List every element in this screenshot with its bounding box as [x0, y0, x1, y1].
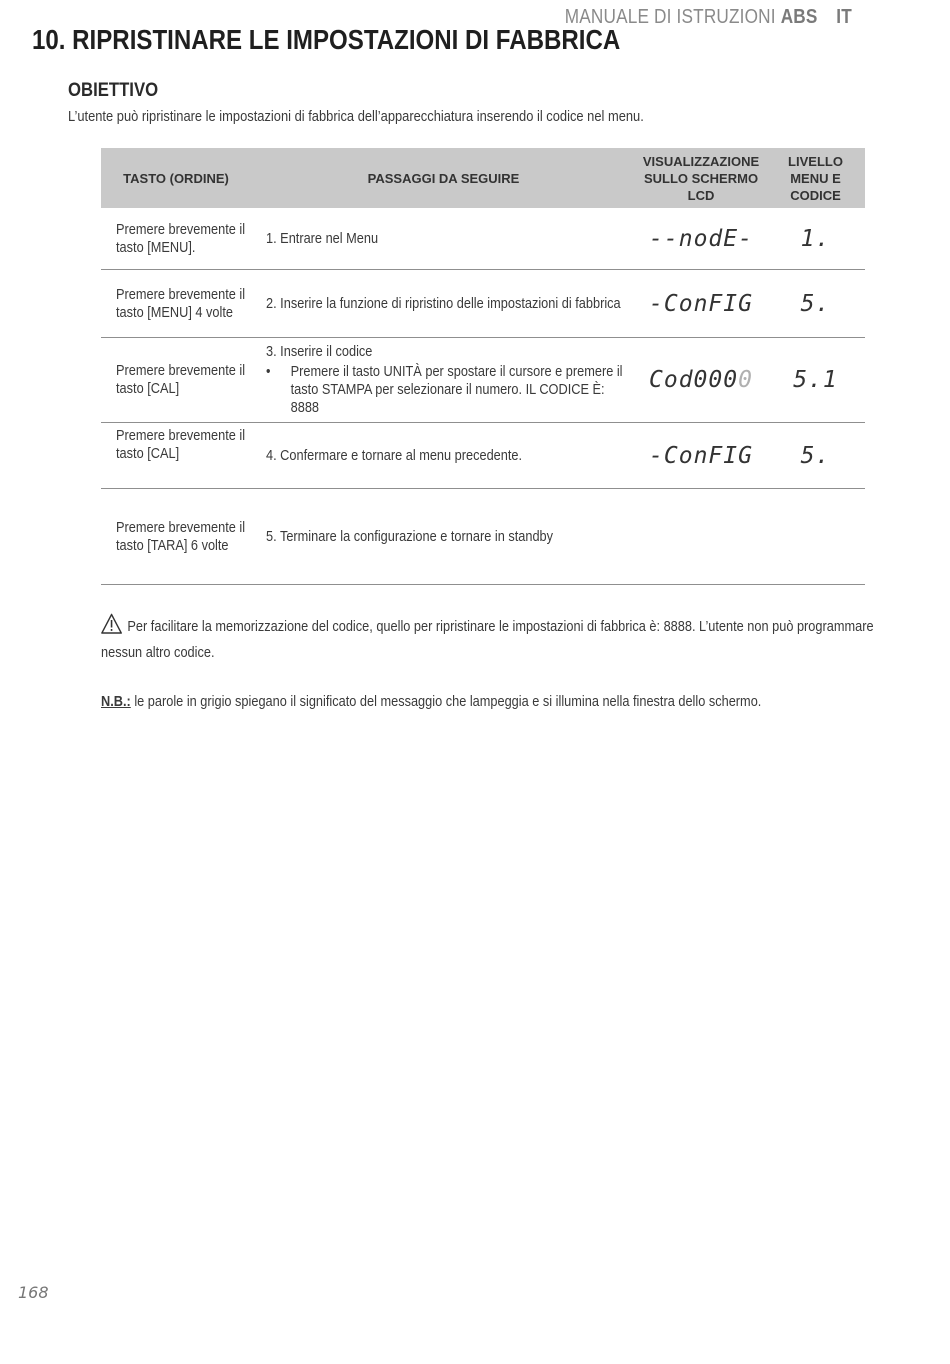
header-key: TASTO (ORDINE) — [123, 170, 229, 186]
lcd-display: -ConFIG — [649, 442, 753, 469]
table-row — [101, 489, 865, 585]
procedure-table — [101, 148, 865, 585]
lcd-cursor-digit: 0 — [738, 367, 753, 393]
table-row — [101, 423, 865, 489]
lcd-display: --nodE- — [649, 225, 753, 252]
nb-note — [101, 694, 761, 710]
header-steps: PASSAGGI DA SEGUIRE — [367, 170, 520, 186]
header-lcd-line3: LCD — [687, 187, 715, 203]
step-text: 3. Inserire il codice — [266, 344, 373, 360]
row-key: Premere brevemente il tasto [CAL] — [116, 363, 246, 397]
warning-text: Per facilitare la memorizzazione del codice, quello per ripristinare le impostazioni di fabbrica è: 8888. L’utente non può programmare nessun altro codice. — [101, 619, 874, 661]
menu-level: 5.1 — [793, 367, 838, 393]
table-row — [101, 208, 865, 270]
warning-icon — [101, 613, 122, 642]
bullet-mark: • — [266, 364, 271, 380]
page-number: 168 — [18, 1283, 49, 1302]
objective-heading: OBIETTIVO — [68, 80, 159, 101]
header-lcd-line2: SULLO SCHERMO — [643, 170, 759, 186]
row-step — [251, 343, 636, 417]
header-level-line3: CODICE — [790, 187, 841, 203]
lcd-text: Cod000 — [649, 367, 739, 393]
table-header — [101, 148, 865, 208]
menu-level: 5. — [800, 290, 831, 317]
bullet-text: Premere il tasto UNITÀ per spostare il cursore e premere il tasto STAMPA per selezionare il numero. IL CODICE È: 8888 — [290, 364, 623, 416]
row-key: Premere brevemente il tasto [CAL] — [116, 428, 246, 462]
row-step: 5. Terminare la configurazione e tornare in standby — [266, 528, 554, 545]
header-lcd-line1: VISUALIZZAZIONE — [642, 153, 760, 169]
menu-level: 1. — [800, 225, 831, 252]
language-code: IT — [836, 6, 852, 28]
menu-level: 5. — [800, 442, 831, 469]
header-level — [766, 153, 865, 204]
header-level-line1: LIVELLO — [788, 153, 843, 169]
lcd-display: -ConFIG — [649, 290, 753, 317]
row-key: Premere brevemente il tasto [TARA] 6 volte — [116, 519, 246, 554]
table-row — [101, 338, 865, 423]
row-key: Premere brevemente il tasto [MENU] 4 volte — [116, 286, 246, 321]
row-key: Premere brevemente il tasto [MENU]. — [116, 221, 246, 256]
nb-text: le parole in grigio spiegano il significato del messaggio che lampeggia e si illumina nella finestra dello schermo. — [130, 694, 762, 710]
step-bullet — [266, 363, 634, 417]
table-row — [101, 270, 865, 338]
objective-text: L’utente può ripristinare le impostazioni di fabbrica dell’apparecchiatura inserendo il codice nel menu. — [68, 108, 644, 125]
header-lcd — [636, 153, 766, 204]
manual-label: MANUALE DI ISTRUZIONI — [564, 6, 776, 28]
lcd-display — [636, 367, 766, 393]
header-level-line2: MENU E — [790, 170, 841, 186]
row-step: 1. Entrare nel Menu — [266, 230, 379, 247]
brand-name: ABS — [780, 6, 818, 28]
row-step: 4. Confermare e tornare al menu precedente. — [266, 447, 523, 464]
row-step: 2. Inserire la funzione di ripristino delle impostazioni di fabbrica — [266, 295, 621, 312]
warning-note — [101, 613, 901, 665]
page-title: 10. RIPRISTINARE LE IMPOSTAZIONI DI FABBRICA — [32, 24, 621, 55]
nb-label: N.B.: — [101, 694, 131, 710]
